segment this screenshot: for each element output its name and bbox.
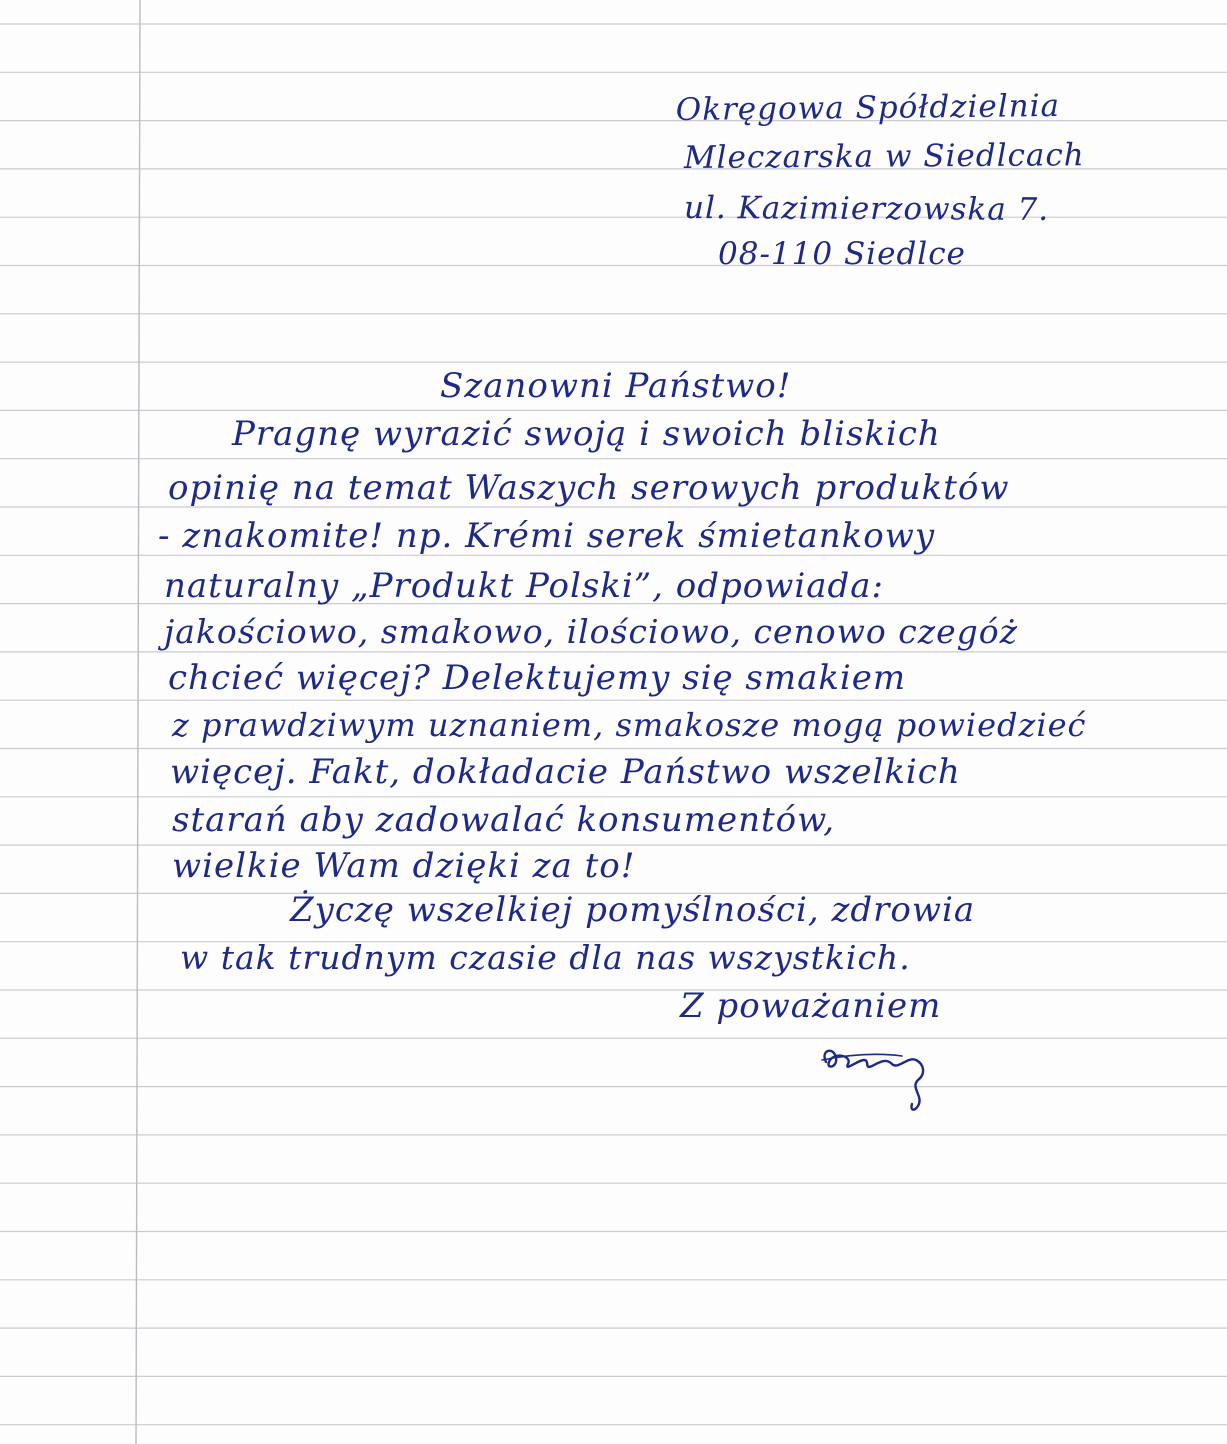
body-line-7: z prawdziwym uznaniem, smakosze mogą powiedzieć — [172, 706, 1087, 744]
body-line-1: Pragnę wyrazić swoją i swoich bliskich — [232, 414, 941, 454]
body-line-12: w tak trudnym czasie dla nas wszystkich. — [180, 938, 911, 977]
body-line-9: starań aby zadowalać konsumentów, — [172, 800, 836, 840]
body-line-3: - znakomite! np. Krémi serek śmietankowy — [158, 516, 936, 556]
body-line-4: naturalny „Produkt Polski”, odpowiada: — [164, 566, 884, 606]
signature-scribble — [812, 1030, 942, 1114]
address-line-1: Okręgowa Spółdzielnia — [675, 87, 1061, 128]
body-line-10: wielkie Wam dzięki za to! — [172, 846, 636, 886]
body-line-6: chcieć więcej? Delektujemy się smakiem — [168, 658, 907, 698]
greeting: Szanowni Państwo! — [440, 366, 792, 406]
address-line-4: 08-110 Siedlce — [718, 236, 966, 272]
signature — [812, 1030, 942, 1118]
address-line-2: Mleczarska w Siedlcach — [683, 137, 1085, 176]
body-line-11: Życzę wszelkiej pomyślności, zdrowia — [290, 890, 976, 930]
body-line-2: opinię na temat Waszych serowych produktów — [168, 468, 1010, 508]
body-line-5: jakościowo, smakowo, ilościowo, cenowo czegóż — [164, 612, 1018, 651]
address-line-3: ul. Kazimierzowska 7. — [684, 190, 1050, 228]
closing: Z poważaniem — [680, 986, 942, 1026]
body-line-8: więcej. Fakt, dokładacie Państwo wszelkich — [170, 752, 961, 792]
